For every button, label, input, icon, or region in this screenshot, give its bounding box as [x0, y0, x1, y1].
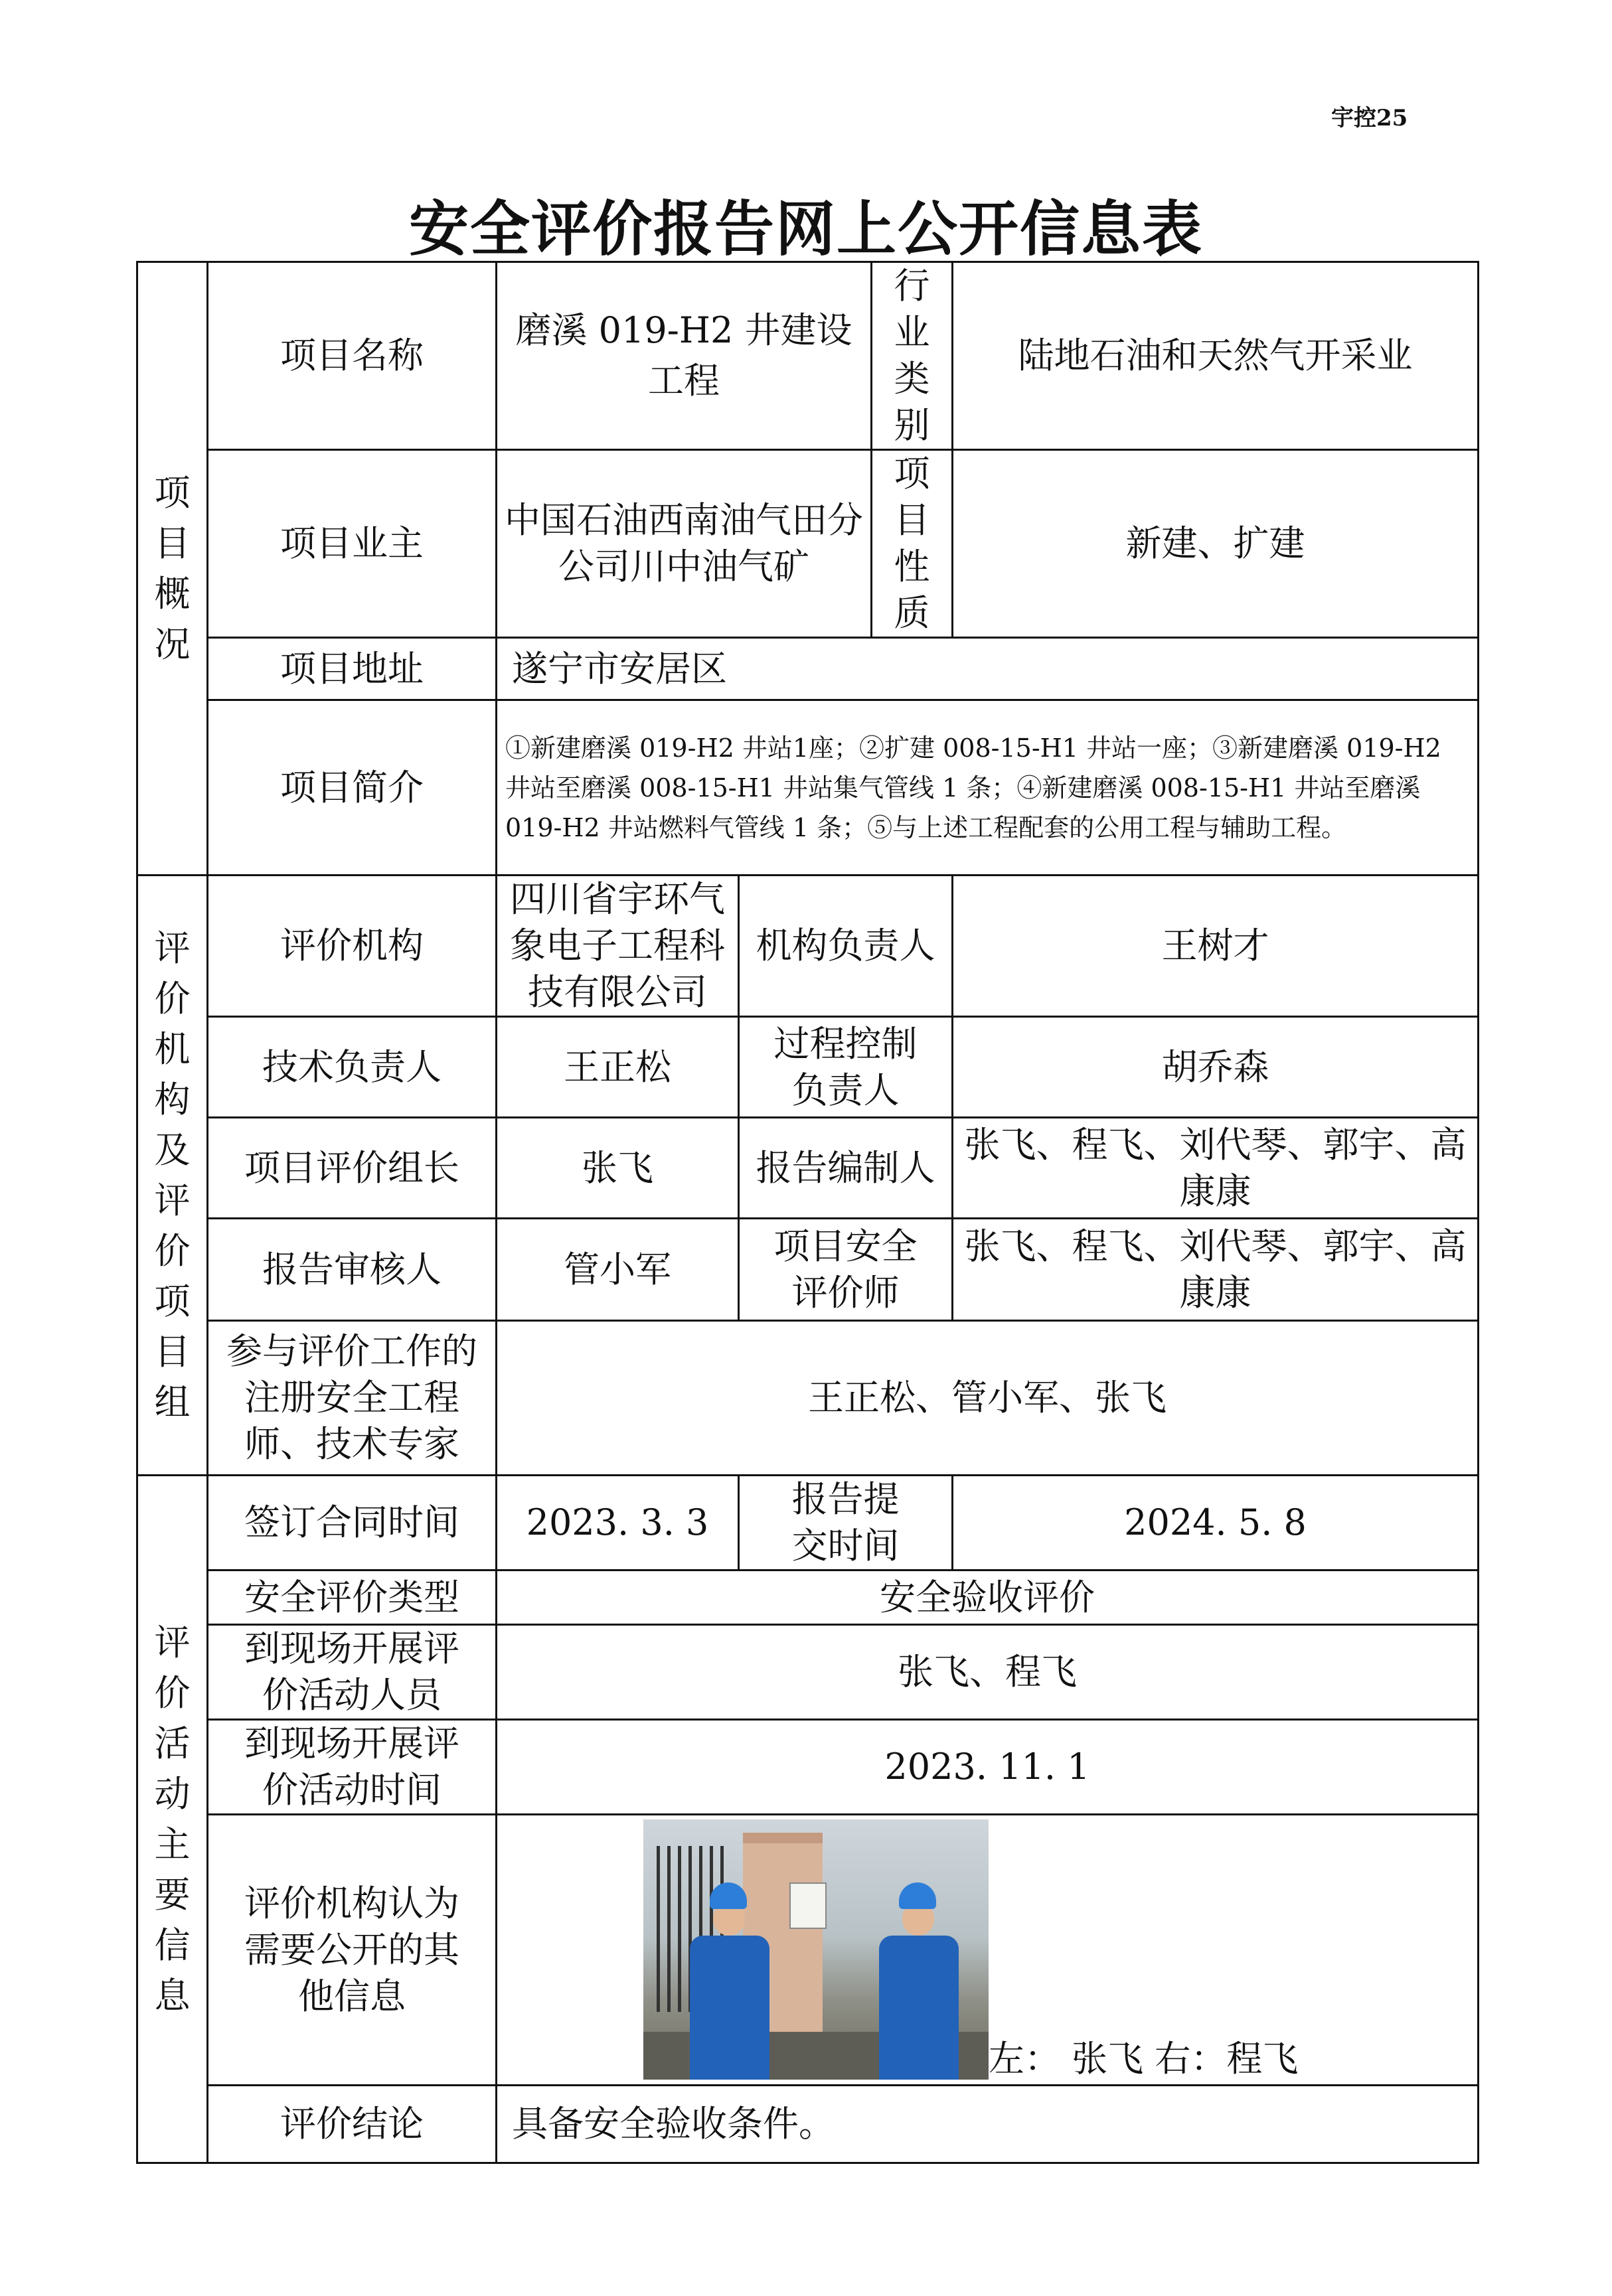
- document-code: 宇控25: [1331, 105, 1408, 131]
- contract-date: 2023. 3. 3: [497, 1476, 739, 1570]
- eval-type: 安全验收评价: [497, 1570, 1479, 1625]
- label-nature: 项目性质: [872, 450, 953, 638]
- label-owner: 项目业主: [208, 450, 497, 638]
- project-nature: 新建、扩建: [953, 450, 1479, 638]
- label-tech-lead: 技术负责人: [208, 1017, 497, 1118]
- info-table: [136, 261, 1479, 2164]
- label-industry: 行业类别: [872, 262, 953, 450]
- site-time: 2023. 11. 1: [497, 1720, 1479, 1815]
- assessor: 张飞、程飞、刘代琴、郭宇、高康康: [953, 1219, 1479, 1321]
- label-assessor: 项目安全评价师: [739, 1219, 953, 1321]
- label-conclusion: 评价结论: [208, 2086, 497, 2163]
- conclusion: 具备安全验收条件。: [497, 2086, 1479, 2163]
- label-other-info: 评价机构认为需要公开的其他信息: [208, 1815, 497, 2086]
- agency-head: 王树才: [953, 876, 1479, 1017]
- site-staff: 张飞、程飞: [497, 1625, 1479, 1720]
- label-compiler: 报告编制人: [739, 1118, 953, 1219]
- compiler: 张飞、程飞、刘代琴、郭宇、高康康: [953, 1118, 1479, 1219]
- project-industry: 陆地石油和天然气开采业: [953, 262, 1479, 450]
- section-overview: 项 目 概 况: [137, 262, 208, 876]
- person-left-graphic: [680, 1882, 779, 2080]
- label-site-time: 到现场开展评价活动时间: [208, 1720, 497, 1815]
- site-sign-graphic: [789, 1882, 827, 1929]
- photo-caption: 左： 张飞 右：程飞: [989, 2038, 1299, 2080]
- project-name: 磨溪 019-H2 井建设工程: [497, 262, 872, 450]
- label-process-control: 过程控制负责人: [739, 1017, 953, 1118]
- label-site-staff: 到现场开展评价活动人员: [208, 1625, 497, 1720]
- label-agency-head: 机构负责人: [739, 876, 953, 1017]
- process-control: 胡乔森: [953, 1017, 1479, 1118]
- label-brief: 项目简介: [208, 700, 497, 876]
- other-info: [497, 1815, 1479, 2086]
- agency-name: 四川省宇环气象电子工程科技有限公司: [497, 876, 739, 1017]
- tech-lead: 王正松: [497, 1017, 739, 1118]
- project-owner: 中国石油西南油气田分公司川中油气矿: [497, 450, 872, 638]
- reviewer: 管小军: [497, 1219, 739, 1321]
- site-photo: [643, 1819, 989, 2080]
- experts: 王正松、管小军、张飞: [497, 1321, 1479, 1476]
- label-agency: 评价机构: [208, 876, 497, 1017]
- section-team: 评 价 机 构 及 评 价 项 目 组: [137, 876, 208, 1476]
- label-eval-type: 安全评价类型: [208, 1570, 497, 1625]
- label-group-leader: 项目评价组长: [208, 1118, 497, 1219]
- project-brief: ①新建磨溪 019-H2 井站1座；②扩建 008-15-H1 井站一座；③新建磨溪 019-H2 井站至磨溪 008-15-H1 井站集气管线 1 条；④新建磨溪 008-15-H1 井站至磨溪 019-H2 井站燃料气管线 1 条；⑤与上述工程配套的公用工程与辅助工程。: [497, 700, 1479, 876]
- project-address: 遂宁市安居区: [497, 638, 1479, 700]
- label-experts: 参与评价工作的注册安全工程师、技术专家: [208, 1321, 497, 1476]
- label-submit-date: 报告提交时间: [739, 1476, 953, 1570]
- label-contract-date: 签订合同时间: [208, 1476, 497, 1570]
- label-project-name: 项目名称: [208, 262, 497, 450]
- group-leader: 张飞: [497, 1118, 739, 1219]
- person-right-graphic: [869, 1882, 969, 2080]
- submit-date: 2024. 5. 8: [953, 1476, 1479, 1570]
- label-reviewer: 报告审核人: [208, 1219, 497, 1321]
- label-address: 项目地址: [208, 638, 497, 700]
- section-activity: 评 价 活 动 主 要 信 息: [137, 1476, 208, 2163]
- page-title: 安全评价报告网上公开信息表: [409, 194, 1203, 264]
